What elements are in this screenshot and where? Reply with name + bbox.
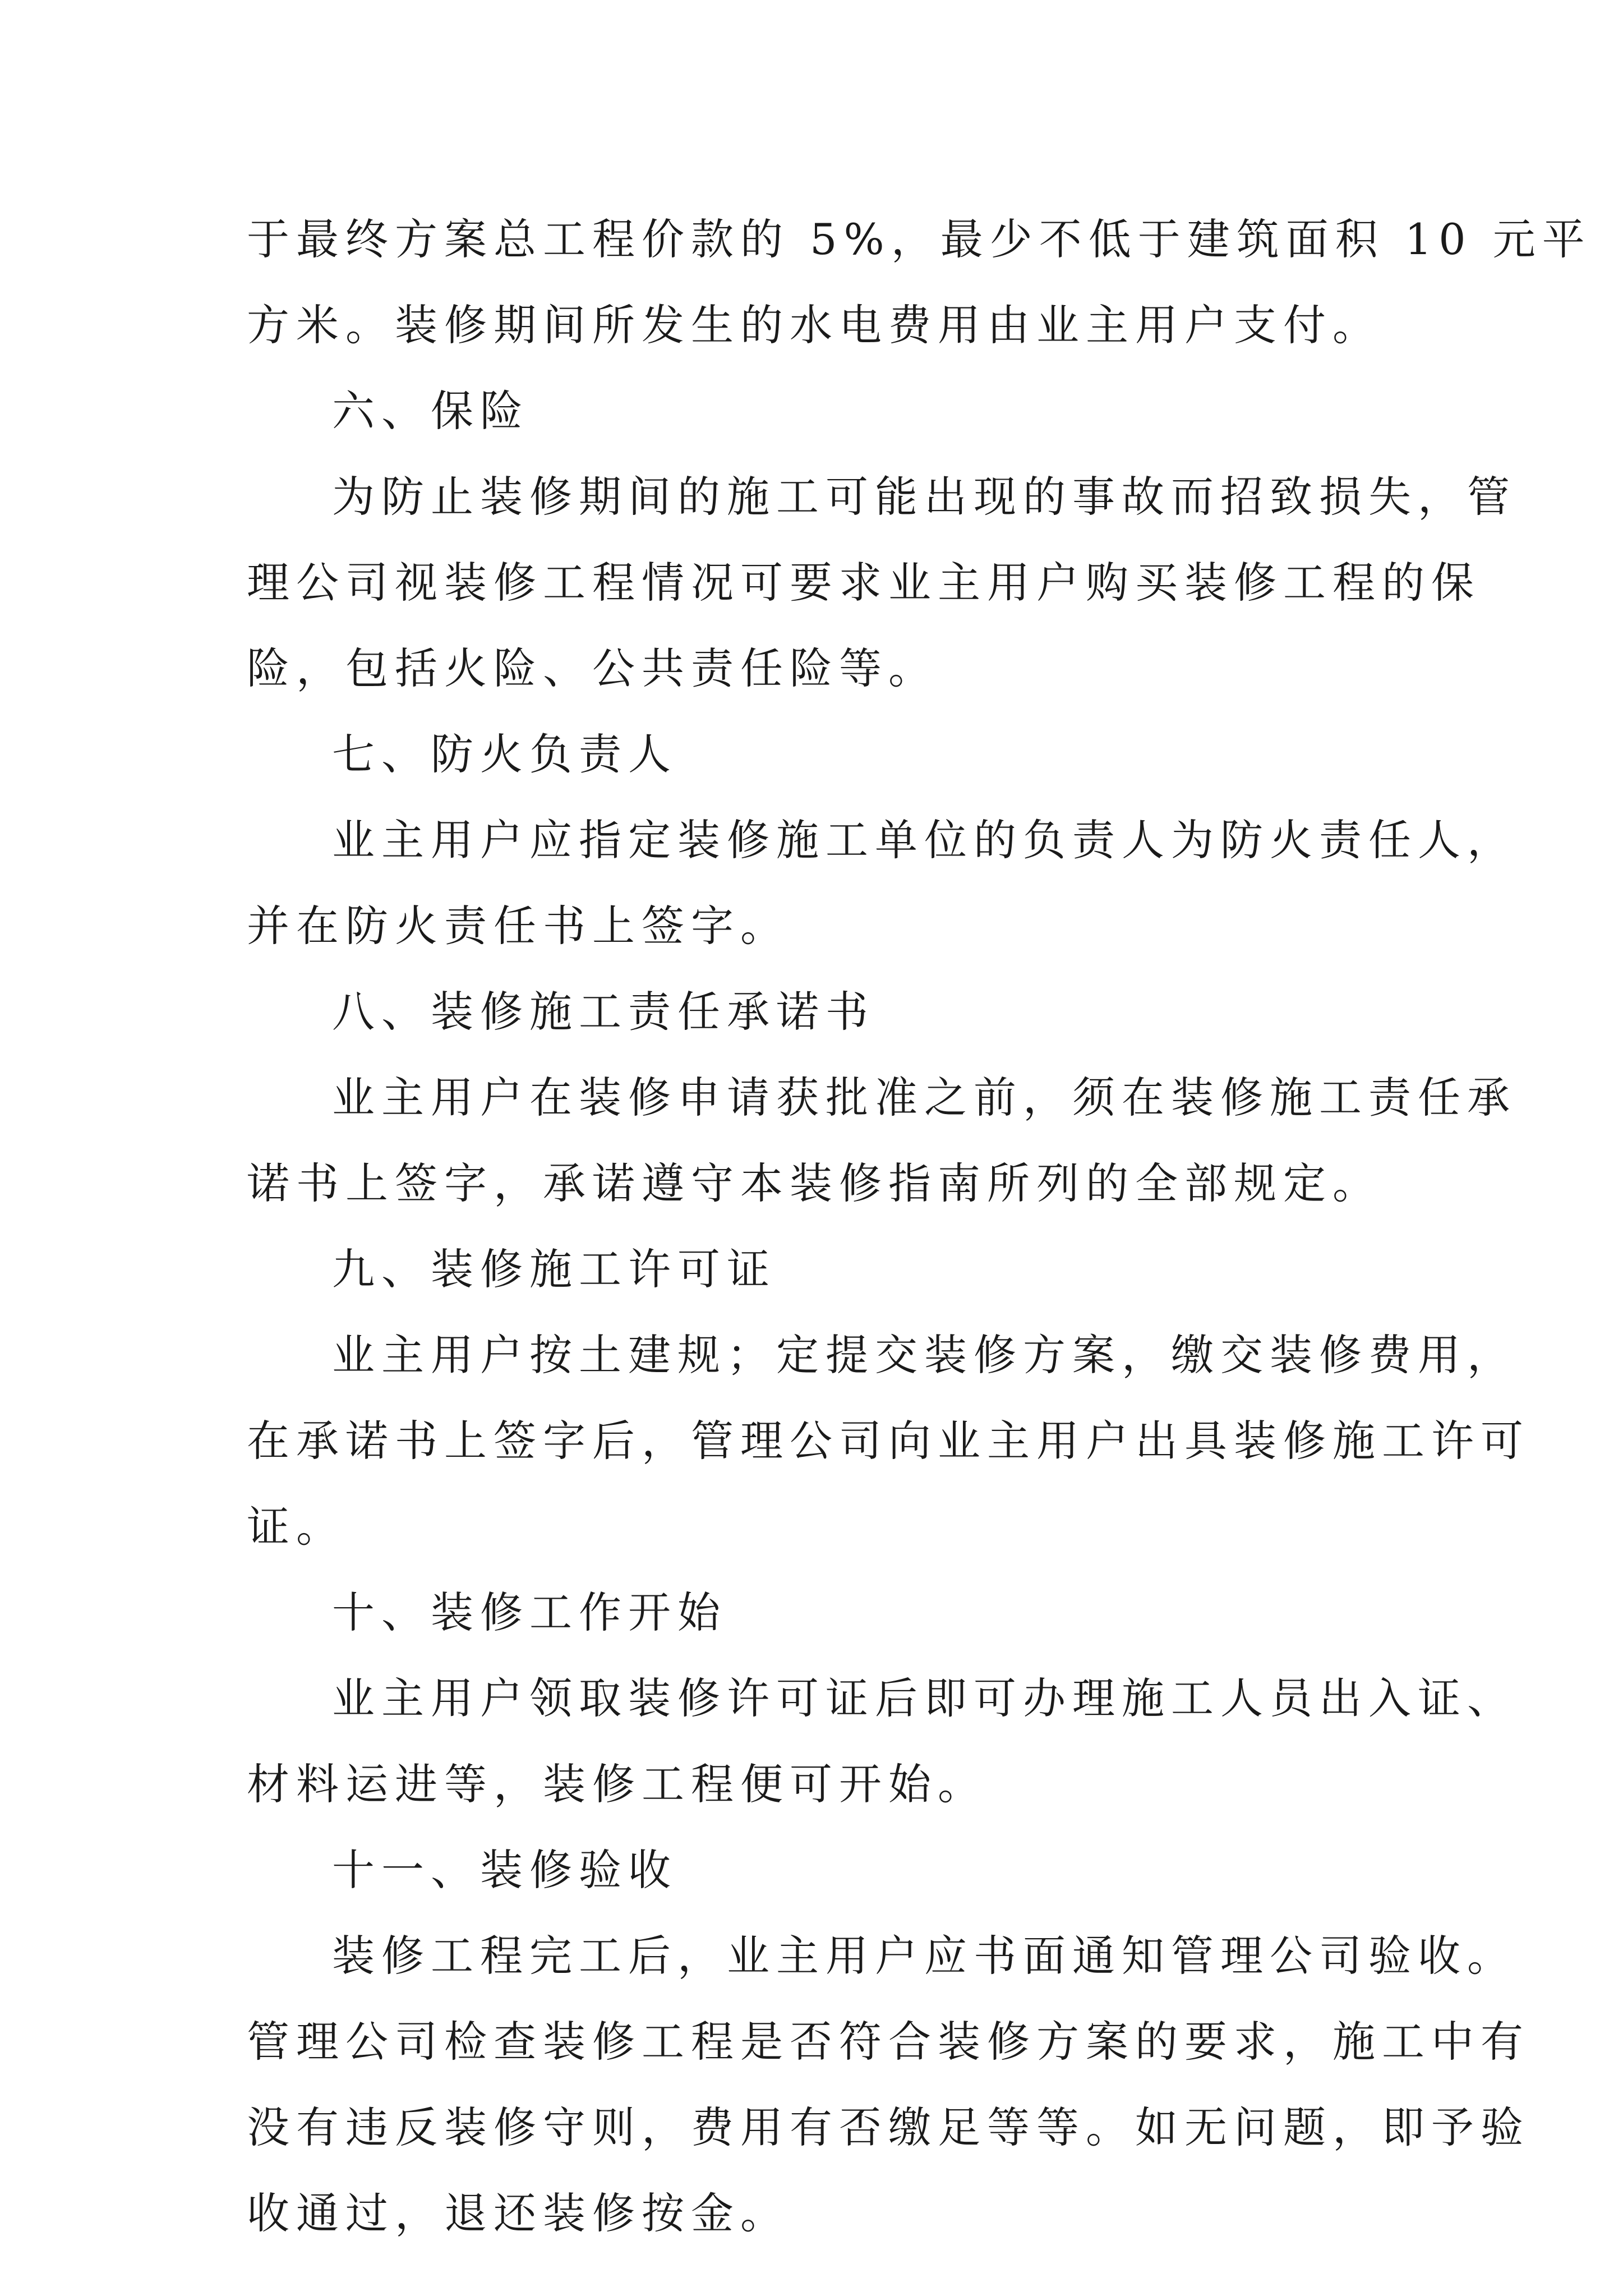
text-line: 业主用户按土建规；定提交装修方案，缴交装修费用， — [332, 1330, 1516, 1380]
paragraph-acceptance — [247, 1913, 1530, 2256]
text-line: 诺书上签字，承诺遵守本装修指南所列的全部规定。 — [247, 1158, 1382, 1208]
paragraph-work-start — [247, 1655, 1516, 1827]
section-heading-permit: 九、装修施工许可证 — [332, 1244, 776, 1294]
section-heading-commitment: 八、装修施工责任承诺书 — [332, 987, 875, 1037]
text-line: 没有违反装修守则，费用有否缴足等等。如无问题，即予验 — [247, 2102, 1530, 2152]
text-line: 于最终方案总工程价款的 5%，最少不低于建筑面积 10 元平 — [247, 214, 1592, 264]
text-line: 并在防火责任书上签字。 — [247, 901, 790, 951]
section-heading-acceptance: 十一、装修验收 — [332, 1845, 677, 1895]
text-line: 材料运进等，装修工程便可开始。 — [247, 1759, 987, 1809]
text-line: 理公司视装修工程情况可要求业主用户购买装修工程的保 — [247, 558, 1481, 608]
section-heading-insurance: 六、保险 — [332, 386, 529, 436]
text-line: 业主用户在装修申请获批准之前，须在装修施工责任承 — [332, 1073, 1516, 1122]
paragraph-permit — [247, 1312, 1530, 1570]
text-line: 证。 — [247, 1502, 345, 1552]
text-line: 方米。装修期间所发生的水电费用由业主用户支付。 — [247, 300, 1382, 350]
paragraph-insurance — [247, 454, 1516, 711]
text-line: 收通过，退还装修按金。 — [247, 2188, 790, 2238]
section-heading-work-start: 十、装修工作开始 — [332, 1588, 727, 1637]
paragraph-fee-continuation — [247, 196, 1592, 368]
text-line: 为防止装修期间的施工可能出现的事故而招致损失，管 — [332, 472, 1516, 522]
text-line: 装修工程完工后，业主用户应书面通知管理公司验收。 — [332, 1931, 1516, 1981]
text-line: 在承诺书上签字后，管理公司向业主用户出具装修施工许可 — [247, 1416, 1530, 1466]
section-heading-fire-officer: 七、防火负责人 — [332, 729, 677, 779]
text-line: 业主用户应指定装修施工单位的负责人为防火责任人， — [332, 815, 1516, 865]
text-line: 管理公司检查装修工程是否符合装修方案的要求，施工中有 — [247, 2017, 1530, 2067]
paragraph-commitment — [247, 1055, 1516, 1226]
paragraph-fire-officer — [247, 797, 1516, 969]
document-body — [247, 196, 1592, 2256]
text-line: 业主用户领取装修许可证后即可办理施工人员出入证、 — [332, 1673, 1516, 1723]
text-line: 险，包括火险、公共责任险等。 — [247, 643, 938, 693]
